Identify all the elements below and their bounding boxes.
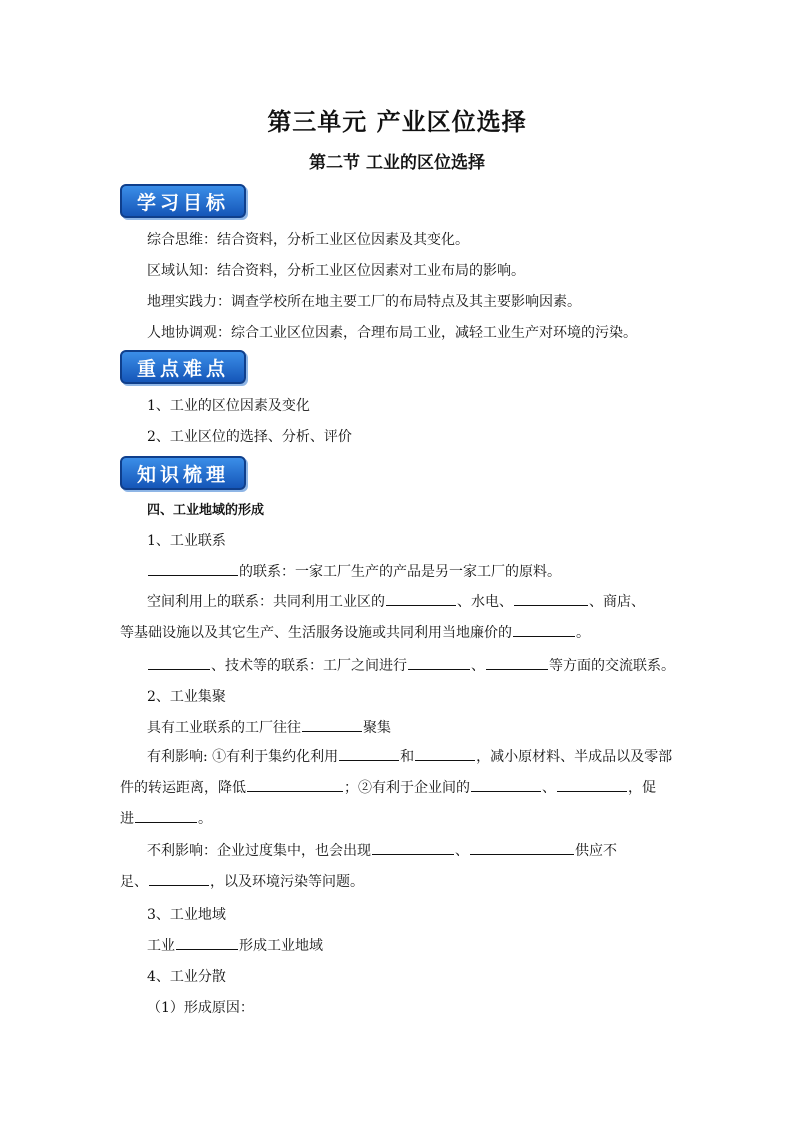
key-point-item: 1、工业的区位因素及变化	[147, 398, 310, 414]
fill-blank[interactable]	[339, 746, 399, 761]
fill-blank[interactable]	[135, 808, 197, 823]
badge-knowledge: 知识梳理	[120, 456, 246, 490]
fill-blank[interactable]	[471, 777, 541, 792]
fill-blank[interactable]	[148, 561, 238, 576]
goal-item: 综合思维：结合资料，分析工业区位因素及其变化。	[147, 232, 469, 248]
line-formation-causes: （1）形成原因：	[147, 1000, 254, 1016]
goal-item: 区域认知：结合资料，分析工业区位因素对工业布局的影响。	[147, 263, 525, 279]
fill-blank[interactable]	[514, 591, 588, 606]
fill-blank[interactable]	[302, 717, 362, 732]
goal-item: 人地协调观：综合工业区位因素，合理布局工业，减轻工业生产对环境的污染。	[147, 325, 637, 341]
knowledge-section-title: 四、工业地域的形成	[147, 503, 265, 518]
line-production-links: 的联系：一家工厂生产的产品是另一家工厂的原料。	[147, 561, 561, 581]
heading-industrial-clustering: 2、工业集聚	[147, 689, 226, 705]
fill-blank[interactable]	[247, 777, 343, 792]
line-info-links: 、技术等的联系：工厂之间进行 、 等方面的交流联系。	[147, 655, 675, 675]
line-clustering: 具有工业联系的工厂往往 聚集	[147, 717, 391, 737]
fill-blank[interactable]	[149, 871, 209, 886]
unit-title: 第三单元 产业区位选择	[267, 108, 527, 136]
fill-blank[interactable]	[408, 655, 470, 670]
fill-blank[interactable]	[386, 591, 456, 606]
para-unfavorable-effects: 不利影响：企业过度集中，也会出现 、 供应不 足、 ，以及环境污染等问题。	[120, 836, 675, 898]
fill-blank[interactable]	[557, 777, 627, 792]
fill-blank[interactable]	[470, 840, 574, 855]
fill-blank[interactable]	[372, 840, 454, 855]
badge-learning-goals: 学习目标	[120, 184, 246, 218]
heading-industrial-dispersion: 4、工业分散	[147, 969, 226, 985]
key-point-item: 2、工业区位的选择、分析、评价	[147, 429, 352, 445]
fill-blank[interactable]	[486, 655, 548, 670]
fill-blank[interactable]	[513, 622, 575, 637]
heading-industrial-region: 3、工业地域	[147, 907, 226, 923]
fill-blank[interactable]	[415, 746, 475, 761]
goal-item: 地理实践力：调查学校所在地主要工厂的布局特点及其主要影响因素。	[147, 294, 581, 310]
heading-industrial-links: 1、工业联系	[147, 533, 226, 549]
para-favorable-effects: 有利影响: ①有利于集约化利用 和 ，减小原材料、半成品以及零部 件的转运距离，降低 ；②有利于企业间的 、 ，促 进 。	[120, 742, 675, 835]
fill-blank[interactable]	[148, 655, 210, 670]
section-title: 第二节 工业的区位选择	[309, 153, 485, 173]
para-spatial-links: 空间利用上的联系：共同利用工业区的 、水电、 、商店、 等基础设施以及其它生产、生活服务设施或共同利用当地廉价的 。	[120, 587, 675, 649]
fill-blank[interactable]	[176, 935, 238, 950]
line-industrial-region: 工业 形成工业地域	[147, 935, 323, 955]
badge-key-points: 重点难点	[120, 350, 246, 384]
